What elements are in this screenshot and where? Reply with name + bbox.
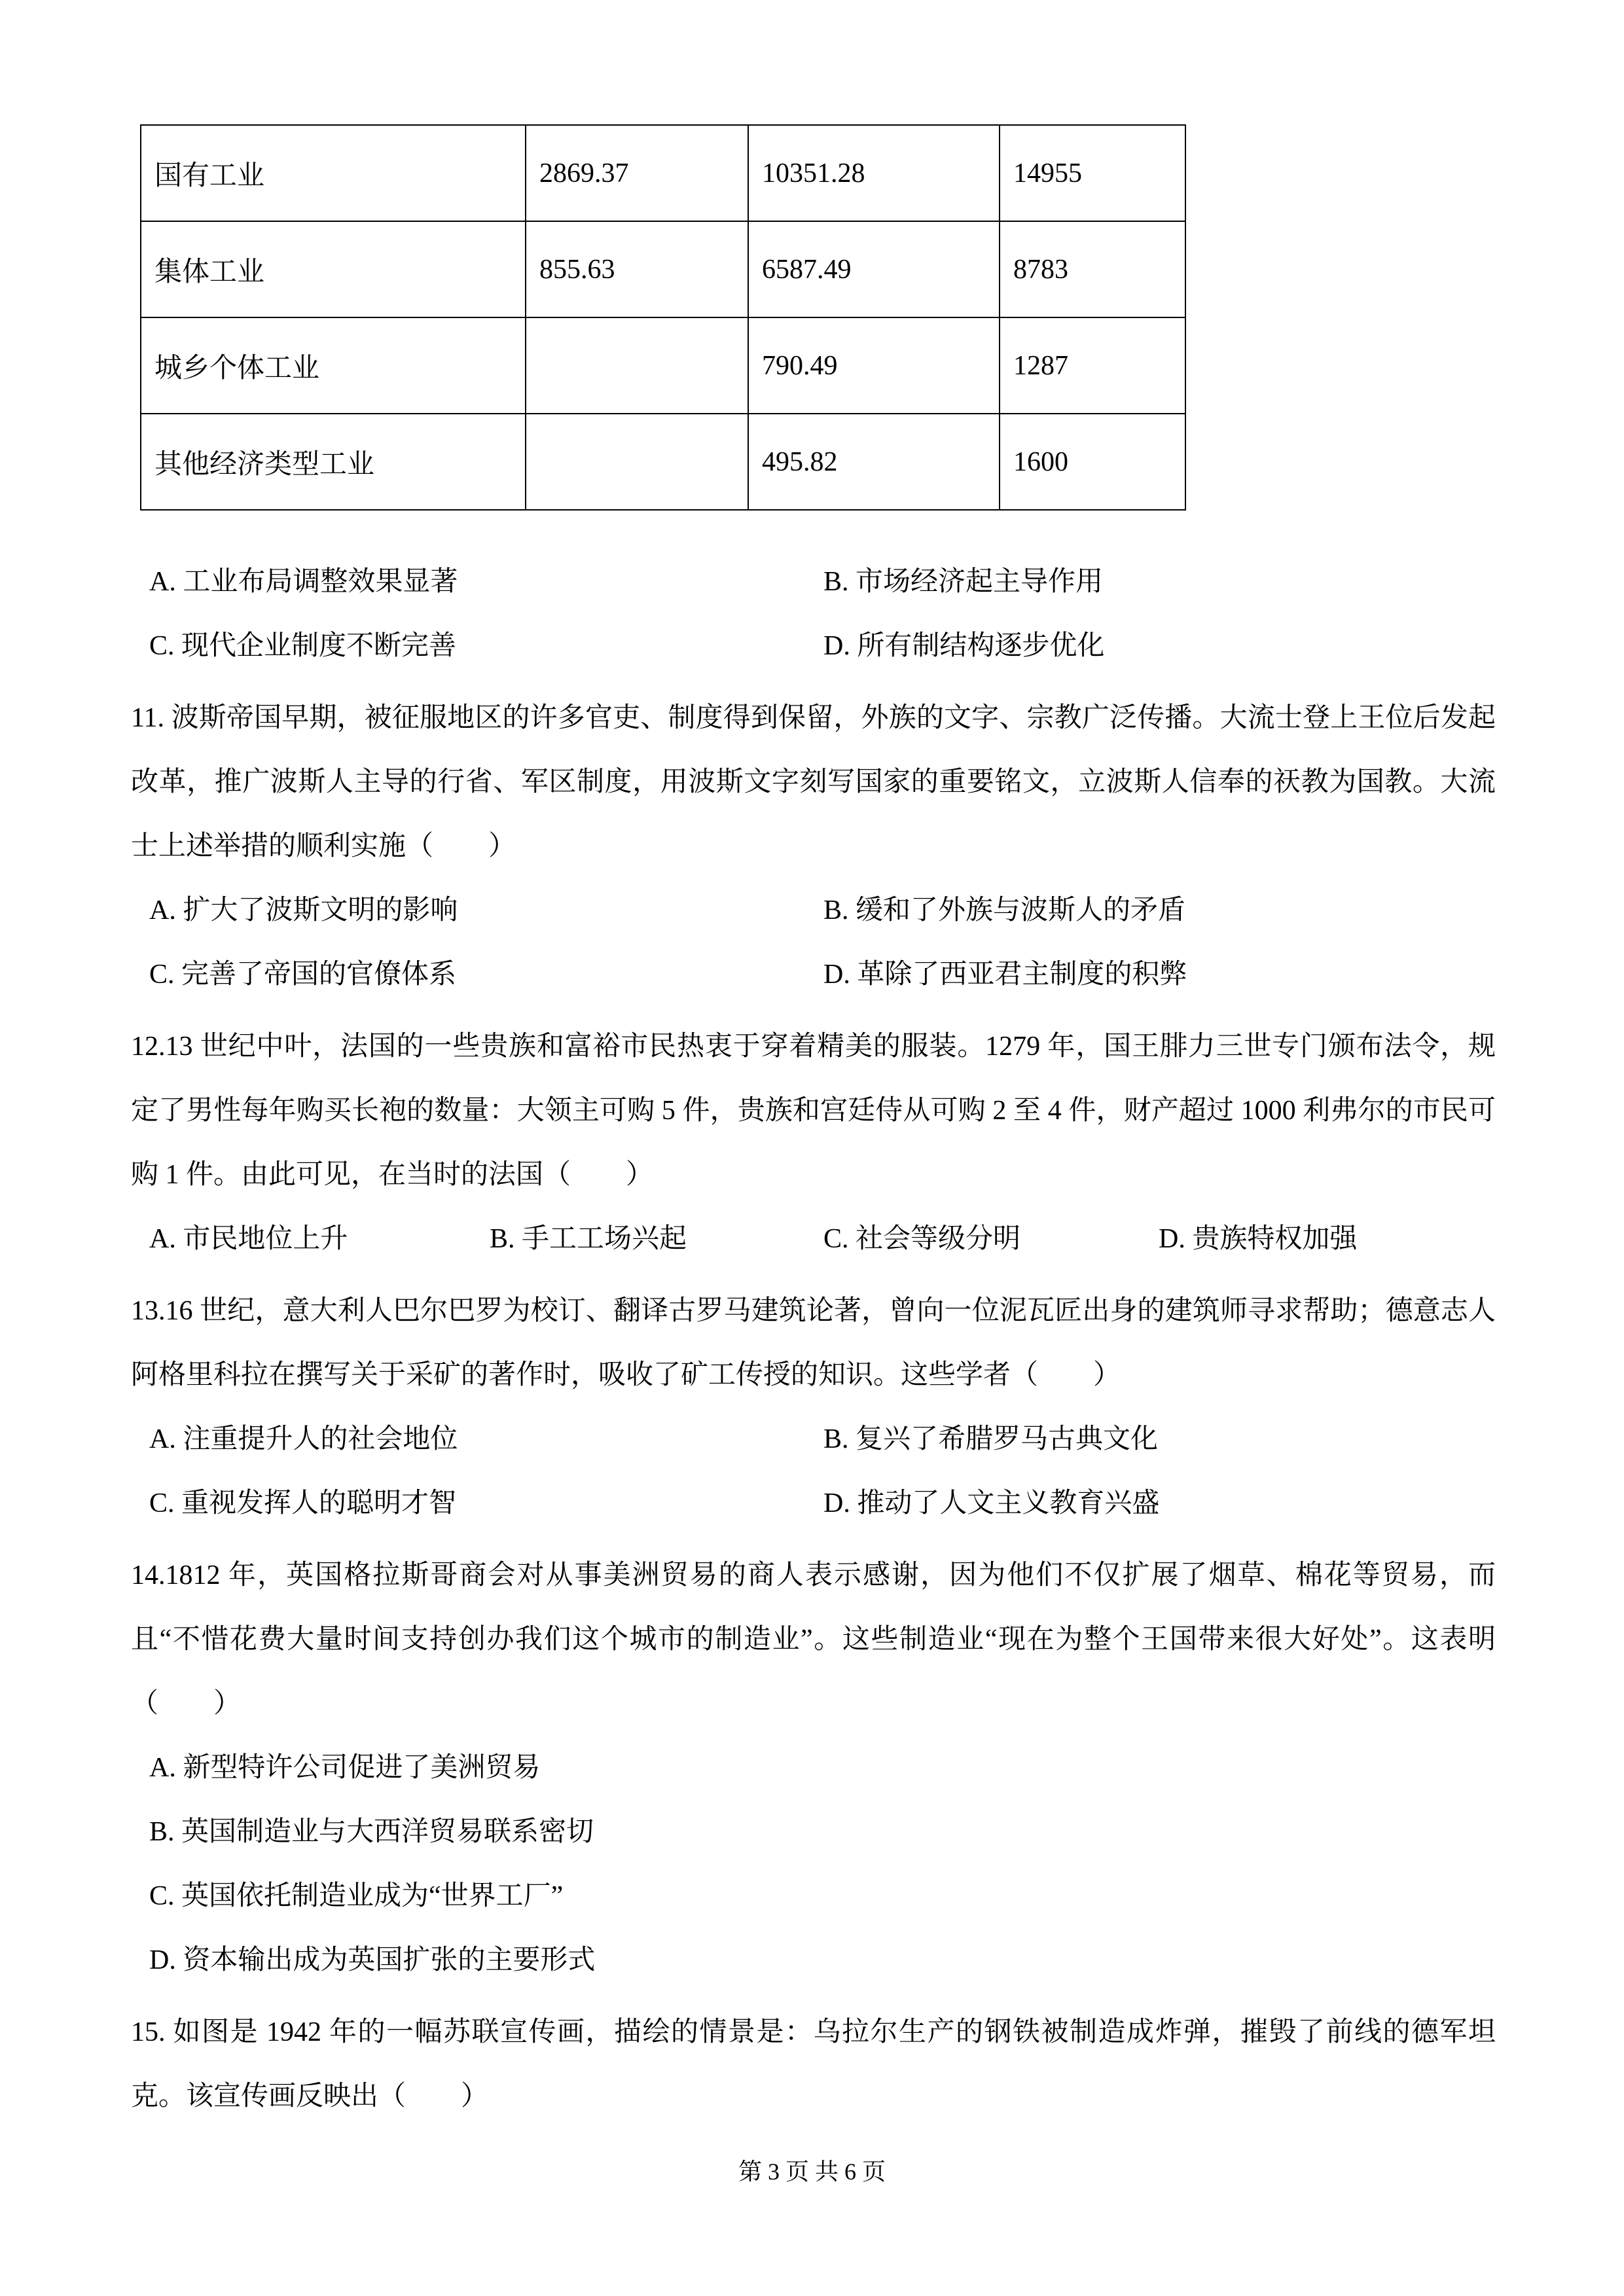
option-item: B. 手工工场兴起 xyxy=(490,1224,687,1254)
question-12-options xyxy=(131,1207,1496,1271)
option-row xyxy=(149,1207,1496,1271)
table-cell: 国有工业 xyxy=(141,125,526,221)
option-item: A. 工业布局调整效果显著 xyxy=(149,567,458,597)
option-item: A. 注重提升人的社会地位 xyxy=(149,1424,458,1454)
table-cell: 集体工业 xyxy=(141,221,526,317)
table-cell: 14955 xyxy=(1000,125,1185,221)
option-row xyxy=(149,878,1496,942)
table-row xyxy=(141,317,1185,414)
table-cell: 8783 xyxy=(1000,221,1185,317)
option-item: A. 市民地位上升 xyxy=(149,1224,348,1254)
option-row xyxy=(149,1407,1496,1471)
option-item: C. 重视发挥人的聪明才智 xyxy=(149,1488,457,1518)
option-item: D. 资本输出成为英国扩张的主要形式 xyxy=(149,1945,596,1975)
option-item: C. 英国依托制造业成为“世界工厂” xyxy=(149,1881,564,1911)
table-cell: 2869.37 xyxy=(526,125,748,221)
table-cell: 855.63 xyxy=(526,221,748,317)
question-12-stem: 12.13 世纪中叶，法国的一些贵族和富裕市民热衷于穿着精美的服装。1279 年，国王腓力三世专门颁布法令，规定了男性每年购买长袍的数量：大领主可购 5 件，贵族和宫廷侍从可购 2 至 4 件，财产超过 1000 利弗尔的市民可购 1 件。由此可见，在当时的法国（ ） xyxy=(131,1031,1496,1190)
option-row xyxy=(149,614,1496,678)
option-item: C. 现代企业制度不断完善 xyxy=(149,631,457,661)
option-row xyxy=(149,550,1496,614)
question-14-stem: 14.1812 年，英国格拉斯哥商会对从事美洲贸易的商人表示感谢，因为他们不仅扩展了烟草、棉花等贸易，而且“不惜花费大量时间支持创办我们这个城市的制造业”。这些制造业“现在为整个王国带来很大好处”。这表明（ ） xyxy=(131,1560,1496,1719)
option-item: C. 社会等级分明 xyxy=(823,1224,1021,1254)
page-content xyxy=(131,124,1496,2128)
option-item: D. 所有制结构逐步优化 xyxy=(823,631,1105,661)
page-footer: 第 3 页 共 6 页 xyxy=(738,2159,886,2185)
option-row xyxy=(149,942,1496,1007)
option-item: D. 革除了西亚君主制度的积弊 xyxy=(823,960,1187,990)
question-15-stem: 15. 如图是 1942 年的一幅苏联宣传画，描绘的情景是：乌拉尔生产的钢铁被制造成炸弹，摧毁了前线的德军坦克。该宣传画反映出（ ） xyxy=(131,2017,1496,2111)
question-13-options xyxy=(131,1407,1496,1535)
option-item: A. 扩大了波斯文明的影响 xyxy=(149,895,458,925)
question-13-stem: 13.16 世纪，意大利人巴尔巴罗为校订、翻译古罗马建筑论著，曾向一位泥瓦匠出身的建筑师寻求帮助；德意志人阿格里科拉在撰写关于采矿的著作时，吸收了矿工传授的知识。这些学者（ ） xyxy=(131,1296,1496,1390)
question-11-stem: 11. 波斯帝国早期，被征服地区的许多官吏、制度得到保留，外族的文字、宗教广泛传播。大流士登上王位后发起改革，推广波斯人主导的行省、军区制度，用波斯文字刻写国家的重要铭文，立波斯人信奉的祆教为国教。大流士上述举措的顺利实施（ ） xyxy=(131,703,1496,861)
option-item: B. 英国制造业与大西洋贸易联系密切 xyxy=(149,1817,594,1847)
question-11-options xyxy=(131,878,1496,1007)
option-row xyxy=(149,1471,1496,1535)
table-cell: 495.82 xyxy=(748,414,1000,510)
option-item: B. 缓和了外族与波斯人的矛盾 xyxy=(823,895,1186,925)
option-item: A. 新型特许公司促进了美洲贸易 xyxy=(149,1753,541,1783)
table-row xyxy=(141,414,1185,510)
option-item: B. 市场经济起主导作用 xyxy=(823,567,1104,597)
option-item: C. 完善了帝国的官僚体系 xyxy=(149,960,457,990)
question-14-options xyxy=(131,1736,1496,1992)
table-cell xyxy=(526,414,748,510)
table-cell xyxy=(526,317,748,414)
table-cell: 10351.28 xyxy=(748,125,1000,221)
table-cell: 1287 xyxy=(1000,317,1185,414)
table-cell: 城乡个体工业 xyxy=(141,317,526,414)
table-cell: 6587.49 xyxy=(748,221,1000,317)
table-cell: 1600 xyxy=(1000,414,1185,510)
option-item: B. 复兴了希腊罗马古典文化 xyxy=(823,1424,1159,1454)
option-item: D. 贵族特权加强 xyxy=(1159,1224,1358,1254)
option-item: D. 推动了人文主义教育兴盛 xyxy=(823,1488,1160,1518)
industry-output-table xyxy=(140,124,1186,511)
table-row xyxy=(141,221,1185,317)
table-cell: 790.49 xyxy=(748,317,1000,414)
table-cell: 其他经济类型工业 xyxy=(141,414,526,510)
table-row xyxy=(141,125,1185,221)
question-10-options xyxy=(131,550,1496,678)
